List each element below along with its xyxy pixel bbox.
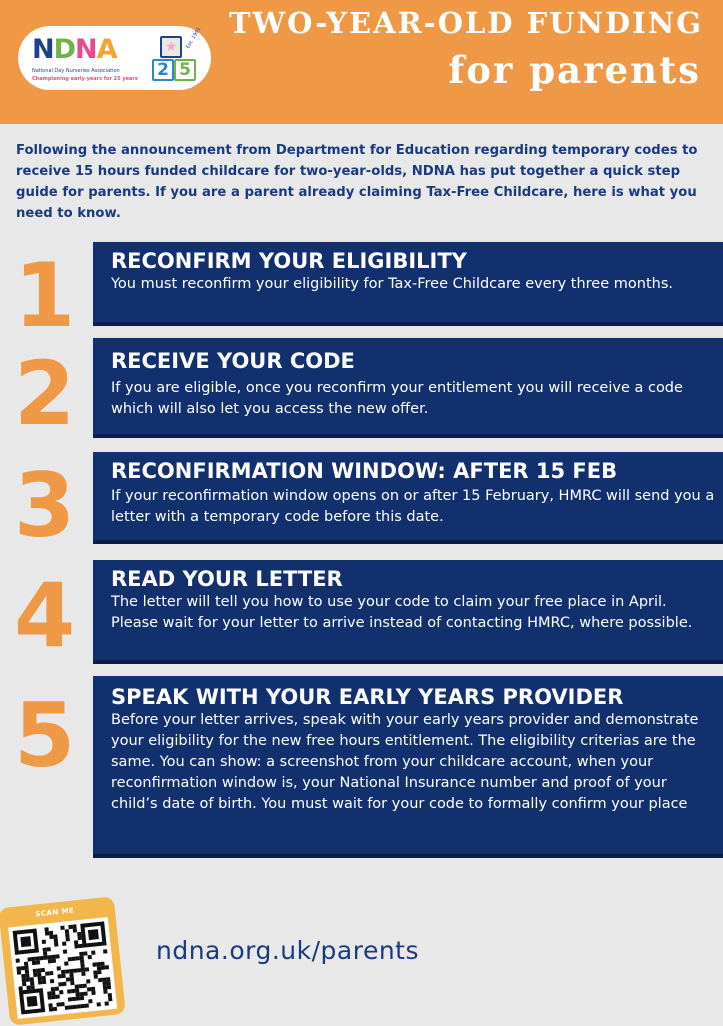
- step-number-5: 5: [14, 684, 76, 787]
- step-title: RECONFIRM YOUR ELIGIBILITY: [111, 249, 467, 273]
- logo-tagline: Championing early years for 25 years: [32, 76, 138, 82]
- intro-paragraph: Following the announcement from Department for Education regarding temporary codes to receive 15 hours funded childcare for two-year-olds, NDNA has put together a quick step guide for parents. If you are a parent already claiming Tax-Free Childcare, here is what you need to know.: [16, 143, 698, 221]
- ndna-logo: [18, 26, 211, 90]
- header-banner: [0, 0, 723, 124]
- logo-wordmark: NDNA: [32, 34, 117, 65]
- step-number-1: 1: [14, 244, 76, 347]
- step-number-3: 3: [14, 454, 76, 557]
- star-block-icon: ★: [160, 36, 182, 58]
- step-number-4: 4: [14, 564, 76, 667]
- step-title: SPEAK WITH YOUR EARLY YEARS PROVIDER: [111, 685, 624, 709]
- logo-established: Est. 1991: [185, 26, 203, 50]
- step-body: If you are eligible, once you reconfirm your entitlement you will receive a code which will also let you access the new offer.: [111, 380, 683, 417]
- qr-code: [8, 917, 117, 1019]
- step-card-4: [93, 560, 723, 660]
- step-card-5: [93, 676, 723, 854]
- step-body: If your reconfirmation window opens on or after 15 February, HMRC will send you a letter with a temporary code before this date.: [111, 488, 715, 525]
- page-title-line1: TWO-YEAR-OLD FUNDING: [228, 6, 703, 40]
- step-title: RECEIVE YOUR CODE: [111, 349, 355, 373]
- logo-association-name: National Day Nurseries Association: [32, 68, 120, 74]
- step-title: RECONFIRMATION WINDOW: AFTER 15 FEB: [111, 459, 618, 483]
- step-body: You must reconfirm your eligibility for Tax-Free Childcare every three months.: [111, 276, 673, 292]
- step-body: Before your letter arrives, speak with your early years provider and demonstrate your eligibility for the new free hours entitlement. The eligibility criterias are the same. You can show: a screenshot from your childcare account, when your reconfirmation window is, your National Insurance number and proof of your child’s date of birth. You must wait for your code to formally confirm your place: [111, 712, 699, 812]
- qr-code-badge: [0, 896, 126, 1025]
- step-number-2: 2: [14, 342, 76, 445]
- number-block-five: 5: [174, 59, 196, 81]
- step-card-3: [93, 452, 723, 540]
- step-title: READ YOUR LETTER: [111, 567, 343, 591]
- page-title-line2: for parents: [448, 48, 701, 92]
- qr-code-icon: [8, 917, 117, 1019]
- step-card-2: [93, 338, 723, 434]
- step-body: The letter will tell you how to use your code to claim your free place in April. Please wait for your letter to arrive instead of contacting HMRC, where possible.: [111, 594, 693, 631]
- parents-url-link[interactable]: ndna.org.uk/parents: [156, 936, 419, 965]
- number-block-two: 2: [152, 59, 174, 81]
- step-card-1: [93, 242, 723, 322]
- scan-me-label: SCAN ME: [26, 904, 83, 922]
